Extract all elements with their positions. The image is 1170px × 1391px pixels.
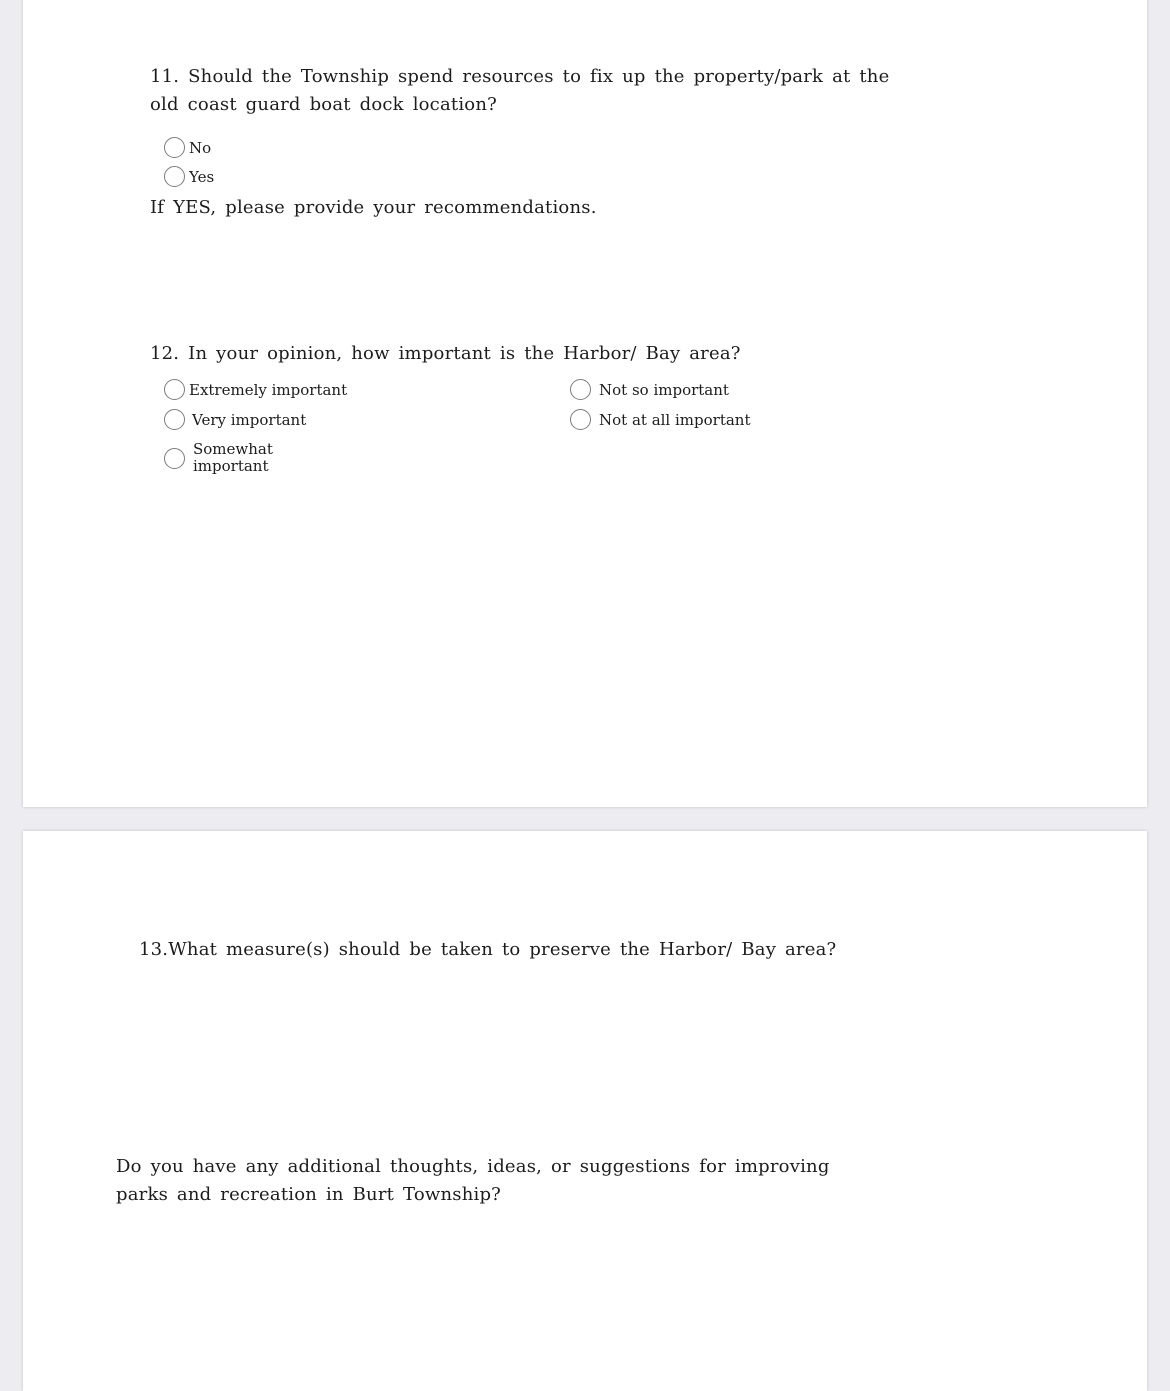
- final-question-text: Do you have any additional thoughts, ideas, or suggestions for improving parks and recreation in Burt Township?: [116, 1156, 830, 1205]
- q12-option-extremely-important[interactable]: [164, 379, 347, 400]
- question-13-text: 13.What measure(s) should be taken to preserve the Harbor/ Bay area?: [139, 939, 837, 960]
- q11-option-yes[interactable]: [164, 166, 214, 187]
- radio-button[interactable]: [164, 409, 185, 430]
- question-11-text: 11. Should the Township spend resources to fix up the property/park at the old coast guard boat dock location?: [150, 66, 890, 115]
- radio-button[interactable]: [164, 166, 185, 187]
- q12-option-label: Not so important: [599, 380, 729, 399]
- q11-option-no[interactable]: [164, 137, 211, 158]
- radio-button[interactable]: [570, 379, 591, 400]
- q12-option-very-important[interactable]: [164, 409, 306, 430]
- q12-option-not-at-all-important[interactable]: [570, 409, 750, 430]
- radio-button[interactable]: [164, 448, 185, 469]
- radio-button[interactable]: [164, 137, 185, 158]
- q11-option-no-label: No: [189, 138, 212, 157]
- q11-option-yes-label: Yes: [189, 167, 215, 186]
- q12-option-label: Very important: [192, 410, 307, 429]
- question-11-followup: If YES, please provide your recommendations.: [150, 197, 597, 218]
- radio-button[interactable]: [164, 379, 185, 400]
- q12-option-not-so-important[interactable]: [570, 379, 729, 400]
- survey-page-2: [23, 831, 1147, 1391]
- q12-option-label: Somewhat important: [193, 440, 273, 475]
- q12-option-somewhat-important[interactable]: [164, 441, 283, 475]
- radio-button[interactable]: [570, 409, 591, 430]
- question-12-text: 12. In your opinion, how important is the Harbor/ Bay area?: [150, 343, 741, 364]
- q12-option-label: Extremely important: [189, 380, 348, 399]
- q12-option-label: Not at all important: [599, 410, 751, 429]
- survey-page-1: [23, 0, 1147, 807]
